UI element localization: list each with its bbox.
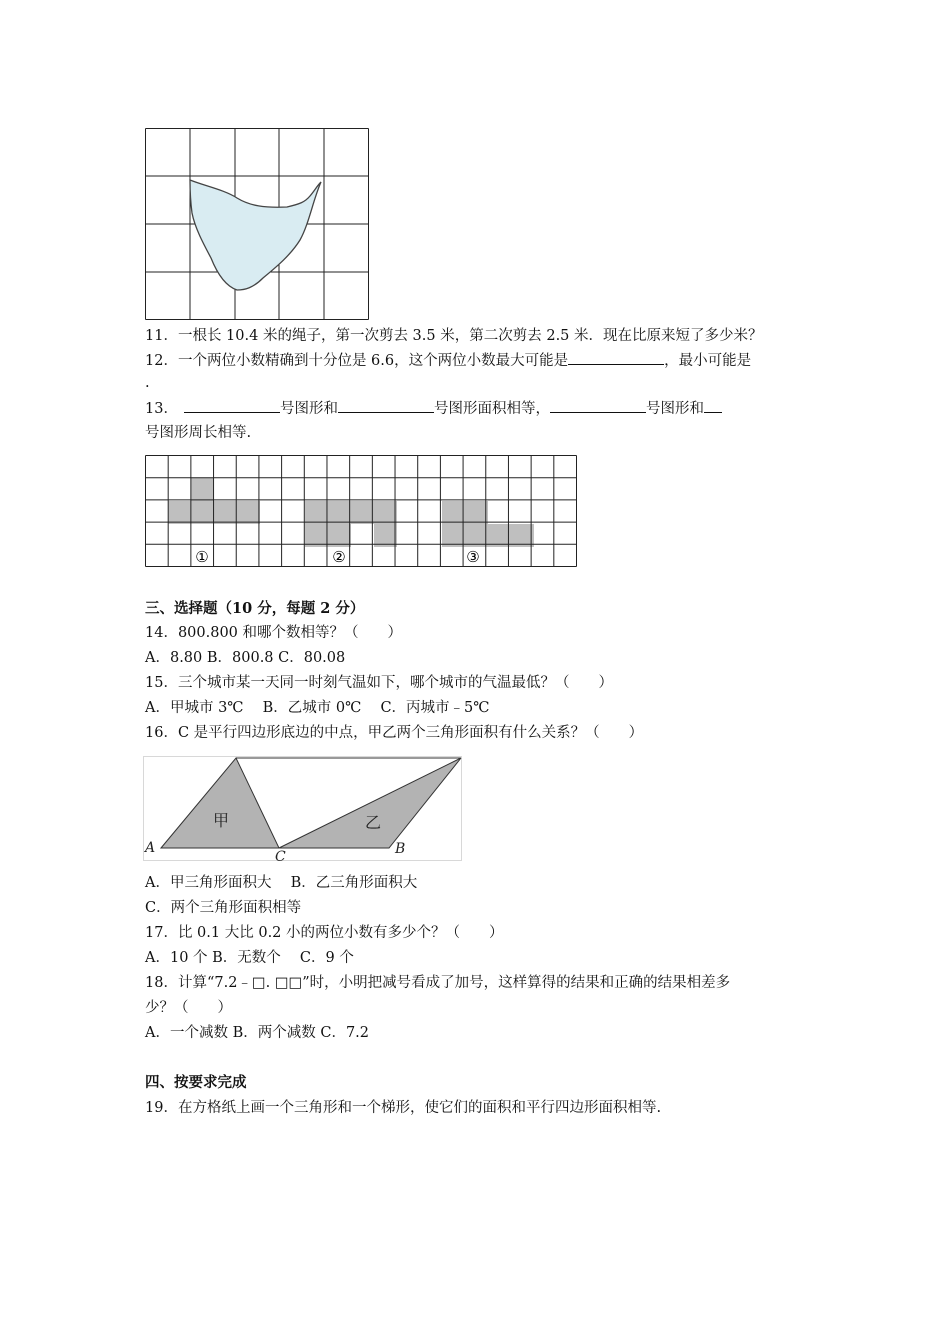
triangle-jia — [161, 758, 279, 848]
label-a: A — [145, 840, 156, 856]
shapes-grid-figure — [145, 455, 577, 567]
shape-labels — [195, 548, 479, 566]
label-yi: 乙 — [365, 813, 382, 832]
label-b: B — [395, 841, 406, 857]
question-12-end: . — [145, 375, 150, 391]
question-18-line1: 18．计算“7.2﹣□. □□”时，小明把减号看成了加号，这样算得的结果和正确的结果相差多 — [145, 975, 731, 991]
question-12-text: 12．一个两位小数精确到十分位是 6.6，这个两位小数最大可能是 — [145, 353, 569, 369]
question-14-options: A．8.80 B．800.8 C．80.08 — [145, 650, 346, 666]
question-14: 14．800.800 和哪个数相等？（ ） — [145, 625, 403, 641]
question-16-options-1: A．甲三角形面积大 B．乙三角形面积大 — [145, 875, 418, 891]
label-jia: 甲 — [213, 811, 230, 830]
question-13 — [145, 398, 722, 420]
question-12-middle: ，最小可能是 — [664, 353, 752, 369]
irregular-shape — [190, 180, 321, 290]
shaded-shapes — [168, 478, 534, 547]
answer-blank[interactable] — [550, 398, 646, 413]
question-16: 16．C 是平行四边形底边的中点，甲乙两个三角形面积有什么关系？（ ） — [145, 725, 644, 741]
label-c: C — [275, 849, 286, 865]
question-13-text-b: 号图形面积相等， — [433, 401, 550, 417]
answer-blank[interactable] — [338, 398, 434, 413]
section-3-heading: 三、选择题（10 分，每题 2 分） — [145, 600, 365, 617]
answer-blank[interactable] — [568, 350, 664, 365]
shape-label-3: ③ — [466, 548, 480, 566]
question-12 — [145, 350, 751, 372]
answer-blank[interactable] — [184, 398, 280, 413]
question-13-line2: 号图形周长相等. — [145, 425, 252, 441]
question-17-options: A．10 个 B．无数个 C．9 个 — [145, 950, 354, 966]
question-13-number: 13． — [145, 401, 178, 417]
question-15-options: A．甲城市 3℃ B．乙城市 0℃ C．丙城市﹣5℃ — [145, 700, 490, 716]
question-15: 15．三个城市某一天同一时刻气温如下，哪个城市的气温最低？（ ） — [145, 675, 613, 691]
question-13-text-a: 号图形和 — [279, 401, 338, 417]
question-11: 11．一根长 10.4 米的绳子，第一次剪去 3.5 米，第二次剪去 2.5 米．现在比原来短了多少米？ — [145, 328, 763, 344]
irregular-shape-grid-figure — [145, 128, 369, 320]
question-18-line2: 少？（ ） — [145, 1000, 232, 1016]
shape-label-2: ② — [332, 548, 346, 566]
question-16-options-2: C．两个三角形面积相等 — [145, 900, 302, 916]
triangle-yi — [279, 758, 461, 848]
question-18-options: A．一个减数 B．两个减数 C．7.2 — [145, 1025, 369, 1041]
section-4-heading: 四、按要求完成 — [145, 1074, 247, 1091]
question-17: 17．比 0.1 大比 0.2 小的两位小数有多少个？（ ） — [145, 925, 504, 941]
shape-label-1: ① — [195, 548, 209, 566]
question-19: 19．在方格纸上画一个三角形和一个梯形，使它们的面积和平行四边形面积相等. — [145, 1100, 662, 1116]
answer-blank[interactable] — [704, 398, 722, 413]
question-13-text-c: 号图形和 — [645, 401, 704, 417]
parallelogram-figure — [143, 756, 463, 865]
